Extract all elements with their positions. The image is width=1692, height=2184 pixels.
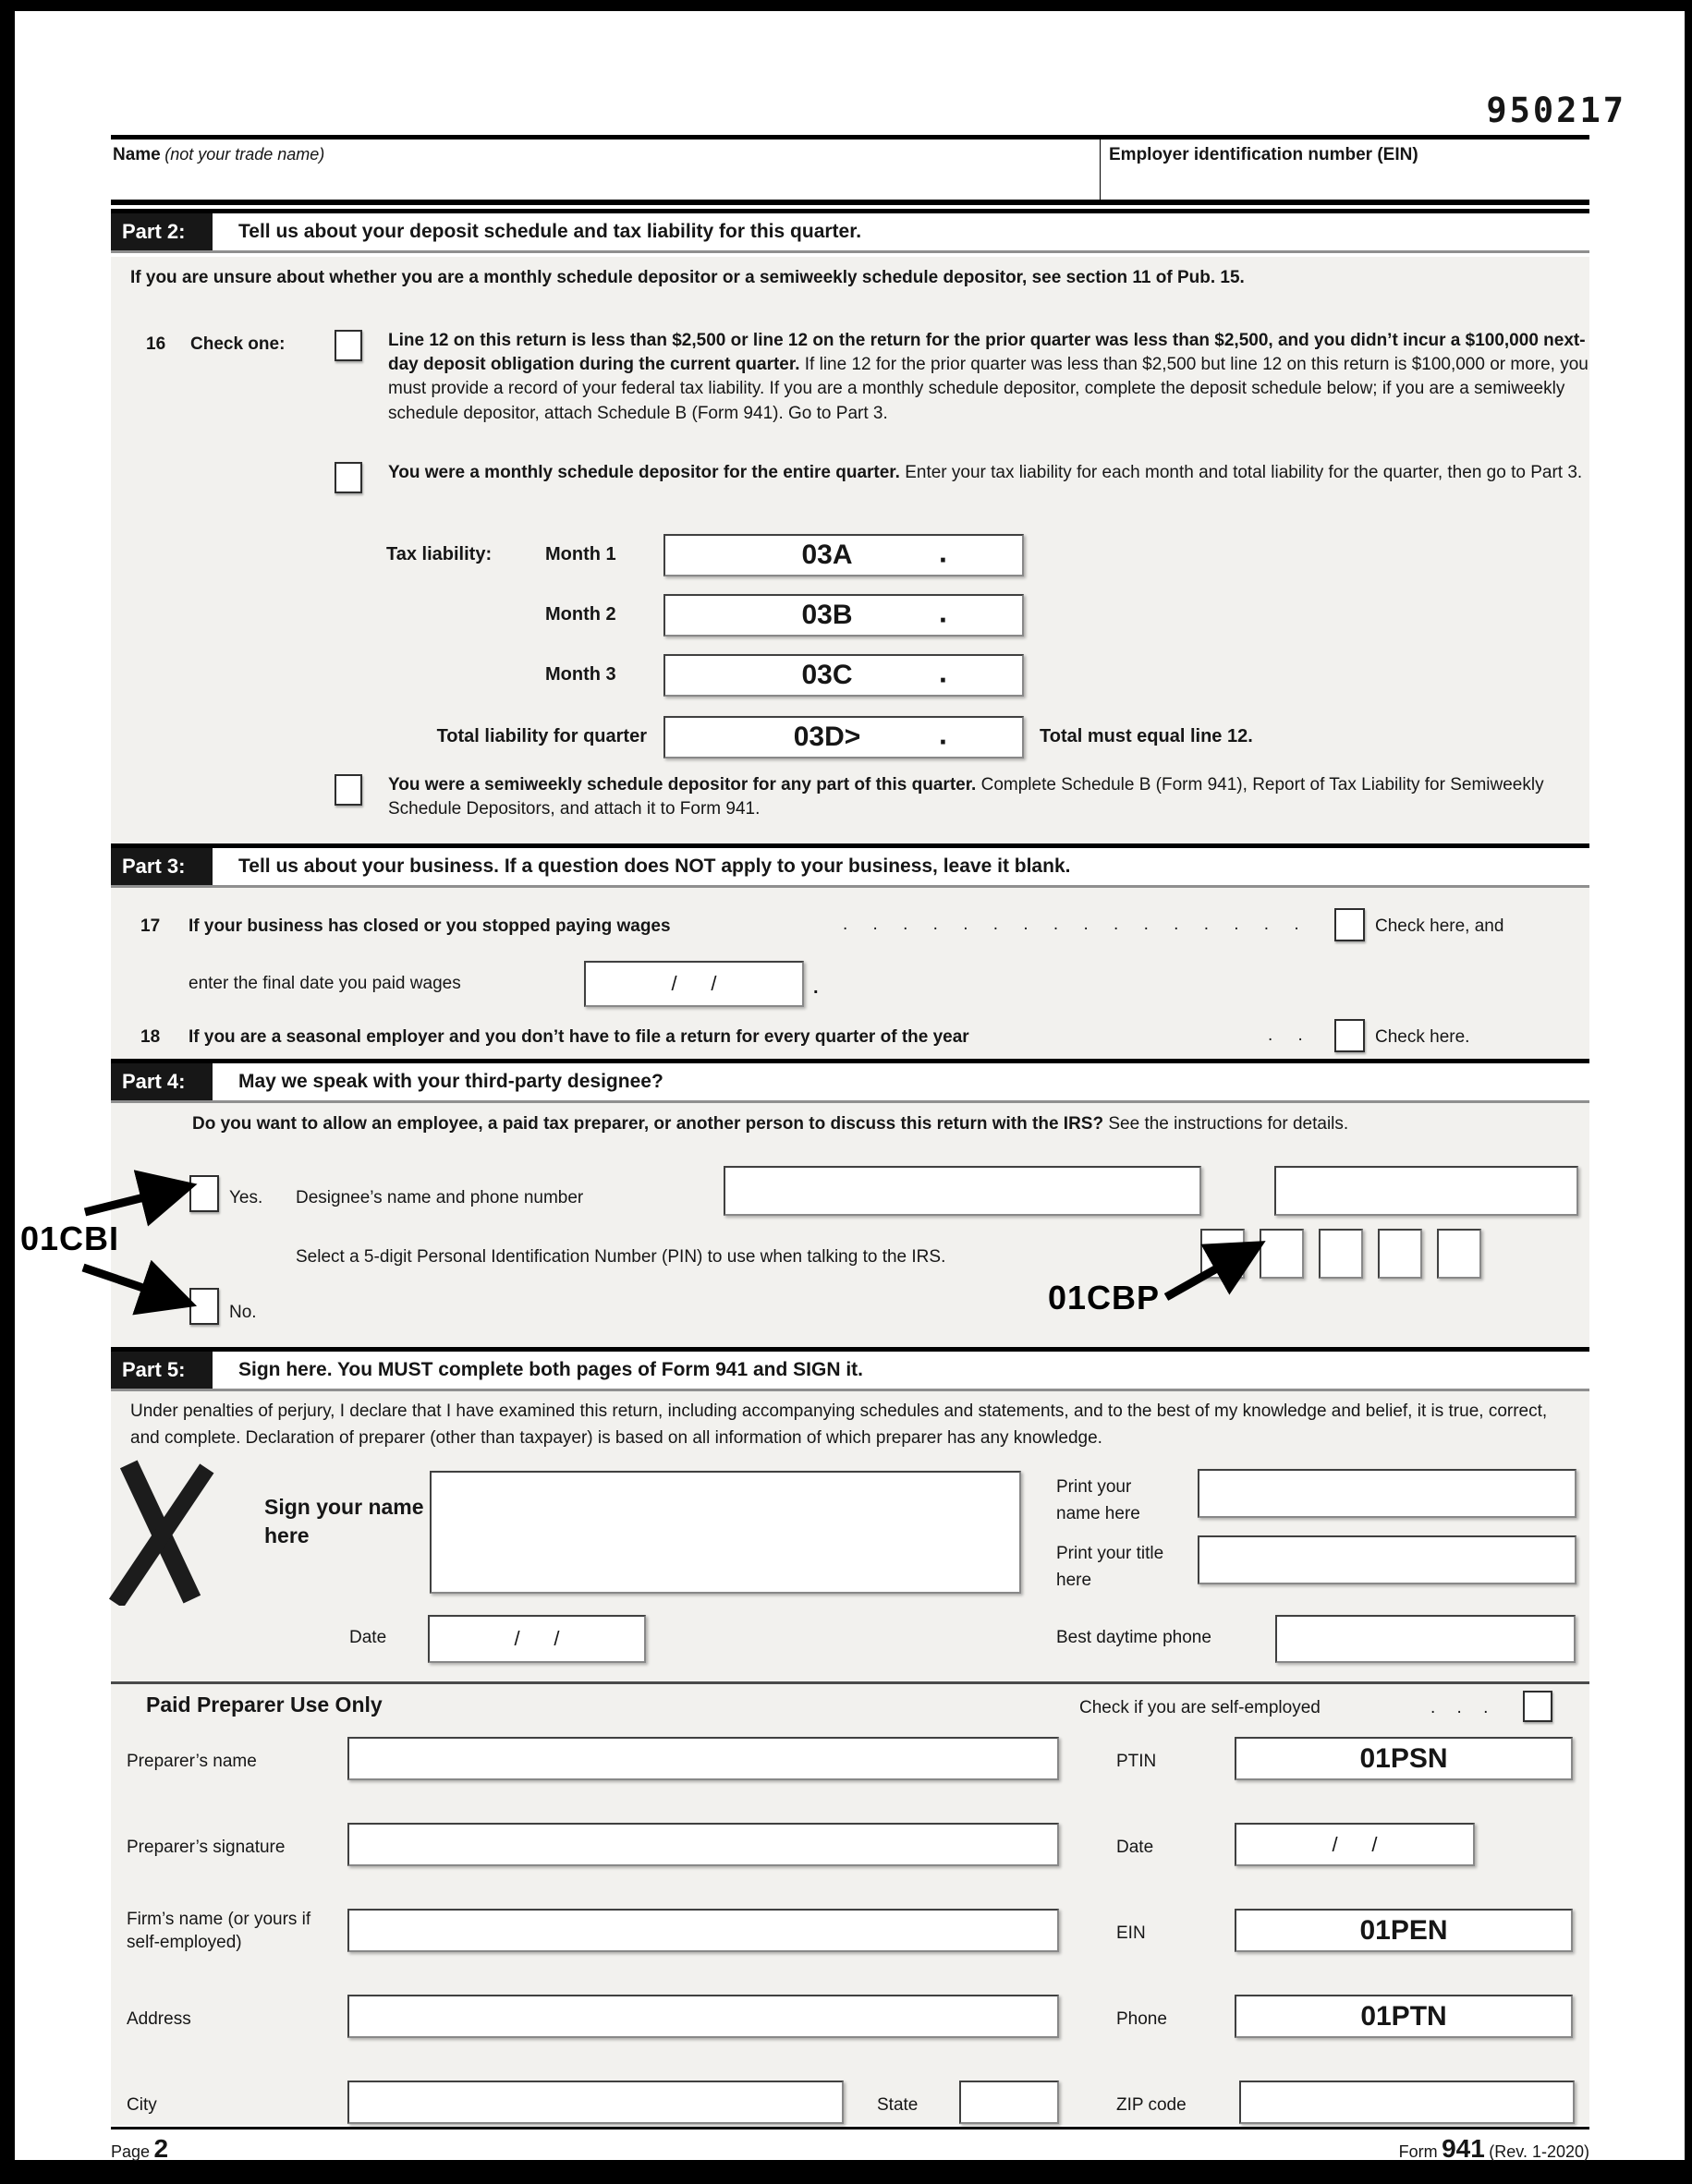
month3-decimal-dot: .: [939, 655, 947, 689]
month3-value: 03C: [801, 660, 853, 690]
footer-rule: [111, 2127, 1589, 2129]
preparer-phone-label: Phone: [1116, 2009, 1167, 2029]
pin-digit-box-2[interactable]: [1260, 1229, 1304, 1279]
designee-name-box[interactable]: [724, 1166, 1201, 1216]
footer-page: [111, 2134, 168, 2164]
form-ocr-code: 950217: [1486, 91, 1626, 130]
designee-yes-checkbox[interactable]: [189, 1175, 219, 1212]
designee-phone-box[interactable]: [1274, 1166, 1578, 1216]
part2-intro: If you are unsure about whether you are a monthly schedule depositor or a semiweekly schedule depositor, see section 11 of Pub. 15.: [130, 268, 1245, 287]
print-title-box[interactable]: [1198, 1535, 1576, 1584]
ein-preparer-label: EIN: [1116, 1923, 1146, 1943]
final-date-box[interactable]: / /: [584, 961, 804, 1007]
line16-number: 16: [146, 334, 166, 354]
print-name-label: Print your name here: [1056, 1477, 1140, 1523]
monthly-depositor-bold: You were a monthly schedule depositor for the entire quarter.: [388, 463, 900, 482]
print-name-box[interactable]: [1198, 1469, 1576, 1518]
preparer-signature-label: Preparer’s signature: [127, 1838, 286, 1857]
total-note: Total must equal line 12.: [1040, 726, 1253, 746]
line17-checkbox[interactable]: [1334, 908, 1365, 941]
month3-amount-box[interactable]: [663, 654, 1024, 697]
page-border-top: [0, 0, 1692, 11]
line16-option1-text: [388, 329, 1594, 426]
footer-form-id: [1220, 2134, 1589, 2164]
preparer-phone-box[interactable]: 01PTN: [1235, 1995, 1573, 2038]
footer-page-number: 2: [153, 2134, 169, 2163]
sign-name-label: Sign your name here: [264, 1495, 424, 1548]
ein-field[interactable]: Employer identification number (EIN): [1109, 145, 1418, 164]
zip-box[interactable]: [1239, 2081, 1575, 2124]
part3-label: Part 3:: [111, 848, 213, 885]
line18-check-here-label: Check here.: [1375, 1027, 1470, 1047]
pin-label: Select a 5-digit Personal Identification Number (PIN) to use when talking to the IRS.: [296, 1247, 946, 1267]
line17-period: .: [813, 977, 819, 998]
address-box[interactable]: [347, 1995, 1059, 2038]
pin-digit-box-3[interactable]: [1319, 1229, 1363, 1279]
signature-box[interactable]: [430, 1471, 1021, 1594]
month2-amount-box[interactable]: [663, 594, 1024, 637]
pin-digit-box-5[interactable]: [1437, 1229, 1481, 1279]
preparer-section-title: Paid Preparer Use Only: [146, 1693, 383, 1717]
semiweekly-depositor-bold: You were a semiweekly schedule depositor for any part of this quarter.: [388, 775, 977, 795]
sign-date-label: Date: [349, 1628, 387, 1647]
semiweekly-depositor-rest: Complete Schedule B (Form 941), Report of Tax Liability for Semiweekly Schedule Depositors, and attach it to Form 941.: [388, 775, 1544, 819]
name-field[interactable]: [113, 143, 324, 167]
line17-final-date-label: enter the final date you paid wages: [189, 974, 461, 993]
footer-page-label: Page: [111, 2142, 151, 2161]
self-employed-dots: . . .: [1430, 1698, 1489, 1717]
monthly-depositor-rest: Enter your tax liability for each month and total liability for the quarter, then go to Part 3.: [899, 463, 1583, 482]
zip-label: ZIP code: [1116, 2095, 1187, 2115]
total-liability-value: 03D>: [793, 722, 861, 752]
state-box[interactable]: [959, 2081, 1059, 2124]
total-liability-label: Total liability for quarter: [436, 726, 647, 746]
designee-no-checkbox[interactable]: [189, 1288, 219, 1325]
firm-name-box[interactable]: [347, 1909, 1059, 1952]
daytime-phone-box[interactable]: [1275, 1615, 1576, 1663]
signature-x-icon: [103, 1458, 224, 1606]
part4-intro-bold: Do you want to allow an employee, a paid tax preparer, or another person to discuss this return with the IRS?: [192, 1114, 1104, 1134]
part4-intro: [192, 1110, 1569, 1138]
name-label: Name: [113, 145, 161, 164]
line18-dot-leaders: . .: [1268, 1025, 1303, 1045]
part4-header-bar: [111, 1059, 1589, 1103]
name-hint: (not your trade name): [164, 145, 325, 164]
self-employed-label: Check if you are self-employed: [1079, 1698, 1321, 1717]
print-title-label: Print your title here: [1056, 1544, 1164, 1590]
daytime-phone-label: Best daytime phone: [1056, 1628, 1211, 1647]
month2-label: Month 2: [545, 604, 616, 625]
month3-label: Month 3: [545, 664, 616, 685]
pin-digit-box-4[interactable]: [1378, 1229, 1422, 1279]
preparer-date-box[interactable]: / /: [1235, 1823, 1475, 1866]
ptin-label: PTIN: [1116, 1752, 1157, 1771]
month2-decimal-dot: .: [939, 595, 947, 629]
month1-amount-box[interactable]: [663, 534, 1024, 576]
state-label: State: [877, 2095, 919, 2115]
perjury-statement: Under penalties of perjury, I declare that I have examined this return, including accompanying schedules and statements, and to the best of my knowledge and belief, it is true, correct, and complete. Declaration of preparer (other than taxpayer) is based on all information of which preparer has any knowledge.: [130, 1401, 1548, 1448]
part2-header-bar: [111, 209, 1589, 253]
total-decimal-dot: .: [939, 717, 947, 751]
preparer-name-box[interactable]: [347, 1737, 1059, 1780]
preparer-divider-rule: [111, 1681, 1589, 1684]
footer-form-rev: (Rev. 1-2020): [1489, 2142, 1589, 2161]
preparer-signature-box[interactable]: [347, 1823, 1059, 1866]
part5-label: Part 5:: [111, 1352, 213, 1389]
part5-title: Sign here. You MUST complete both pages of Form 941 and SIGN it.: [238, 1359, 863, 1380]
footer-form-number: 941: [1442, 2134, 1485, 2163]
self-employed-checkbox[interactable]: [1523, 1691, 1552, 1722]
page-border-right: [1685, 0, 1692, 2184]
part2-title: Tell us about your deposit schedule and tax liability for this quarter.: [238, 221, 862, 242]
designee-name-phone-label: Designee’s name and phone number: [296, 1188, 584, 1207]
header-top-rule: [111, 135, 1589, 140]
part3-title: Tell us about your business. If a question does NOT apply to your business, leave it blank.: [238, 855, 1071, 877]
part4-title: May we speak with your third-party designee?: [238, 1071, 663, 1092]
line16-option1-rest: If line 12 for the prior quarter was less than $2,500 but line 12 on this return is $100,000 or more, you must provide a record of your federal tax liability. If you are a monthly schedule depositor, complete the deposit schedule below; if you are a semiweekly schedule depositor, attach Schedule B (Form 941). Go to Part 3.: [388, 355, 1589, 423]
monthly-depositor-text: [388, 461, 1594, 485]
footer-form-label: Form: [1398, 2142, 1438, 2161]
line17-dot-leaders: . . . . . . . . . . . . . . . .: [843, 915, 1299, 934]
city-box[interactable]: [347, 2081, 844, 2124]
preparer-date-label: Date: [1116, 1838, 1154, 1857]
header-divider: [1100, 140, 1101, 203]
annotation-cbi-label: 01CBI: [20, 1219, 120, 1257]
monthly-depositor-checkbox[interactable]: [335, 462, 362, 493]
month1-label: Month 1: [545, 544, 616, 564]
month1-decimal-dot: .: [939, 535, 947, 569]
firm-name-label: Firm’s name (or yours if self-employed): [127, 1910, 311, 1952]
preparer-name-label: Preparer’s name: [127, 1752, 257, 1771]
line17-number: 17: [140, 916, 161, 936]
total-liability-box[interactable]: [663, 716, 1024, 758]
line16-check-one-label: Check one:: [190, 334, 286, 354]
designee-yes-label: Yes.: [229, 1188, 263, 1207]
month2-value: 03B: [801, 600, 853, 630]
line16-option1-checkbox[interactable]: [335, 330, 362, 361]
line16-option1-bold: Line 12 on this return is less than $2,500 or line 12 on the return for the prior quarter was less than $2,500, and you didn’t incur a $100,000 next-day deposit obligation during the current quarter.: [388, 331, 1586, 375]
line18-checkbox[interactable]: [1334, 1019, 1365, 1052]
part2-label: Part 2:: [111, 213, 213, 250]
preparer-ein-box[interactable]: 01PEN: [1235, 1909, 1573, 1952]
page-border-left: [0, 0, 15, 2184]
part5-header-bar: [111, 1347, 1589, 1391]
header-bottom-rule: [111, 200, 1589, 205]
annotation-cbp-label: 01CBP: [1048, 1279, 1161, 1316]
address-label: Address: [127, 2009, 191, 2029]
part3-header-bar: [111, 843, 1589, 888]
month1-value: 03A: [801, 540, 853, 570]
sign-date-box[interactable]: / /: [428, 1615, 646, 1663]
line18-number: 18: [140, 1027, 161, 1047]
line17-text: If your business has closed or you stopped paying wages: [189, 916, 671, 936]
semiweekly-depositor-checkbox[interactable]: [335, 774, 362, 806]
pin-digit-box-1[interactable]: [1200, 1229, 1245, 1279]
line17-check-here-label: Check here, and: [1375, 916, 1504, 936]
line18-text: If you are a seasonal employer and you don’t have to file a return for every quarter of the year: [189, 1027, 969, 1047]
part4-intro-rest: See the instructions for details.: [1103, 1114, 1349, 1134]
designee-no-label: No.: [229, 1303, 257, 1322]
city-label: City: [127, 2095, 157, 2115]
part4-label: Part 4:: [111, 1063, 213, 1100]
semiweekly-depositor-text: [388, 773, 1594, 821]
ptin-box[interactable]: 01PSN: [1235, 1737, 1573, 1780]
tax-liability-label: Tax liability:: [386, 544, 493, 564]
